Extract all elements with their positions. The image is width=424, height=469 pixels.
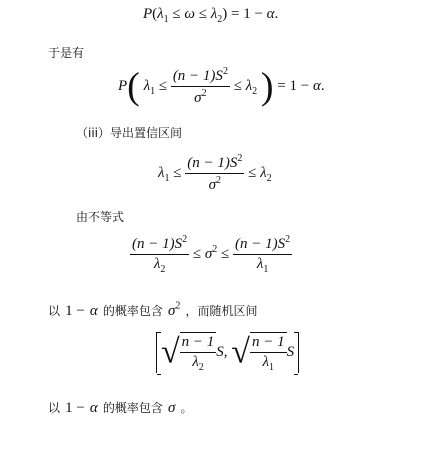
text-line-3: 由不等式 — [76, 210, 125, 224]
equation-1: $P(\lambda_1 \le \omega \le \lambda_2) = 1 - \alpha$. — [143, 6, 279, 25]
equation-3: $\lambda_1$ ≤ $\frac{(n - 1)S^2}{\sigma^2}$ ≤ $\lambda_2$ — [158, 153, 272, 193]
section-heading-iii: （iii）导出置信区间 — [76, 126, 183, 140]
fraction: $\frac{(n - 1)S^2}{\lambda_1}$ — [235, 234, 291, 275]
fraction: $\frac{(n - 1)S^2}{\lambda_2}$ — [132, 234, 188, 275]
text-line-1: 于是有 — [48, 46, 85, 60]
equation-2: P( $\lambda_1$ ≤ $\frac{(n - 1)S^2}{\sigma^2}$ ≤ $\lambda_2$ ) = 1 − α. — [118, 65, 325, 108]
equation-4: $\frac{(n - 1)S^2}{\lambda_2}$ ≤ $\sigma^2$ ≤ $\frac{(n - 1)S^2}{\lambda_1}$ — [132, 234, 291, 275]
fraction: $\frac{(n - 1)S^2}{\sigma^2}$ — [172, 66, 228, 106]
sqrt-term: √ $\frac{n - 1}{\lambda_1}$ — [231, 333, 285, 373]
interval-bracket: √ $\frac{n - 1}{\lambda_2}$ S, √ $\frac{n - 1}{\lambda_1}$ S — [156, 332, 299, 373]
text-line-5: 以 1 − α 的概率包含 σ 。 — [48, 400, 193, 416]
sqrt-term: √ $\frac{n - 1}{\lambda_2}$ — [161, 333, 215, 373]
text-line-4: 以 1 − α 的概率包含 $\sigma^2$ ，而随机区间 — [48, 300, 258, 319]
fraction: $\frac{(n - 1)S^2}{\sigma^2}$ — [187, 153, 243, 193]
equation-5 — [156, 332, 299, 373]
